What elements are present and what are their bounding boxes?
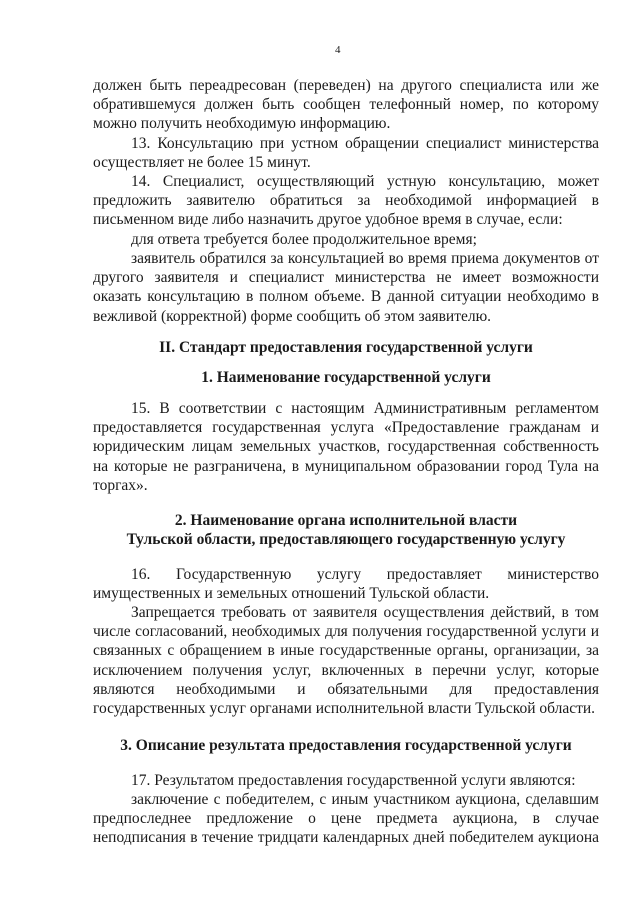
subsection-2-heading-line-2: Тульской области, предоставляющего государственную услугу — [126, 531, 566, 548]
paragraph-15: 15. В соответствии с настоящим Административным регламентом предоставляется государственная услуга «Предоставление гражданам и юридическим лицам земельных участков, государственная собственность на которые не разграничена, в муниципальном образовании город Тула на торгах». — [93, 400, 599, 494]
subsection-3-heading: 3. Описание результата предоставления государственной услуги — [120, 737, 572, 754]
paragraph-13: 13. Консультацию при устном обращении специалист министерства осуществляет не более 15 минут. — [93, 135, 599, 172]
paragraph-continuation: должен быть переадресован (переведен) на другого специалиста или же обратившемуся должен быть сообщен телефонный номер, по которому можно получить необходимую информацию. — [93, 77, 599, 133]
paragraph-17: 17. Результатом предоставления государственной услуги являются: — [131, 772, 576, 789]
paragraph-17-item-a: заключение с победителем, с иным участником аукциона, сделавшим предпоследнее предложение о цене предмета аукциона, в случае неподписания в течение тридцати календарных дней победителем аукциона — [93, 791, 599, 847]
subsection-2-heading-line-1: 2. Наименование органа исполнительной власти — [174, 512, 518, 529]
paragraph-14-item-a: для ответа требуется более продолжительное время; — [131, 231, 477, 248]
paragraph-16-prohibition: Запрещается требовать от заявителя осуществления действий, в том числе согласований, необходимых для получения государственной услуги и связанных с обращением в иные государственные органы, организации, за исключением получения услуг, включенных в перечни услуг, которые являются необходимыми и обязательными для предоставления государственных услуг органами исполнительной власти Тульской области. — [93, 604, 599, 718]
paragraph-14: 14. Специалист, осуществляющий устную консультацию, может предложить заявителю обратиться за необходимой информацией в письменном виде либо назначить другое удобное время в случае, если: — [93, 173, 599, 229]
subsection-1-heading: 1. Наименование государственной услуги — [201, 369, 491, 386]
page-number: 4 — [335, 44, 341, 56]
paragraph-16: 16. Государственную услугу предоставляет министерство имущественных и земельных отношений Тульской области. — [93, 566, 599, 603]
section-2-heading: II. Стандарт предоставления государственной услуги — [159, 339, 533, 356]
paragraph-14-item-b: заявитель обратился за консультацией во время приема документов от другого заявителя и специалист министерства не имеет возможности оказать консультацию в полном объеме. В данной ситуации необходимо в вежливой (корректной) форме сообщить об этом заявителю. — [93, 250, 599, 325]
